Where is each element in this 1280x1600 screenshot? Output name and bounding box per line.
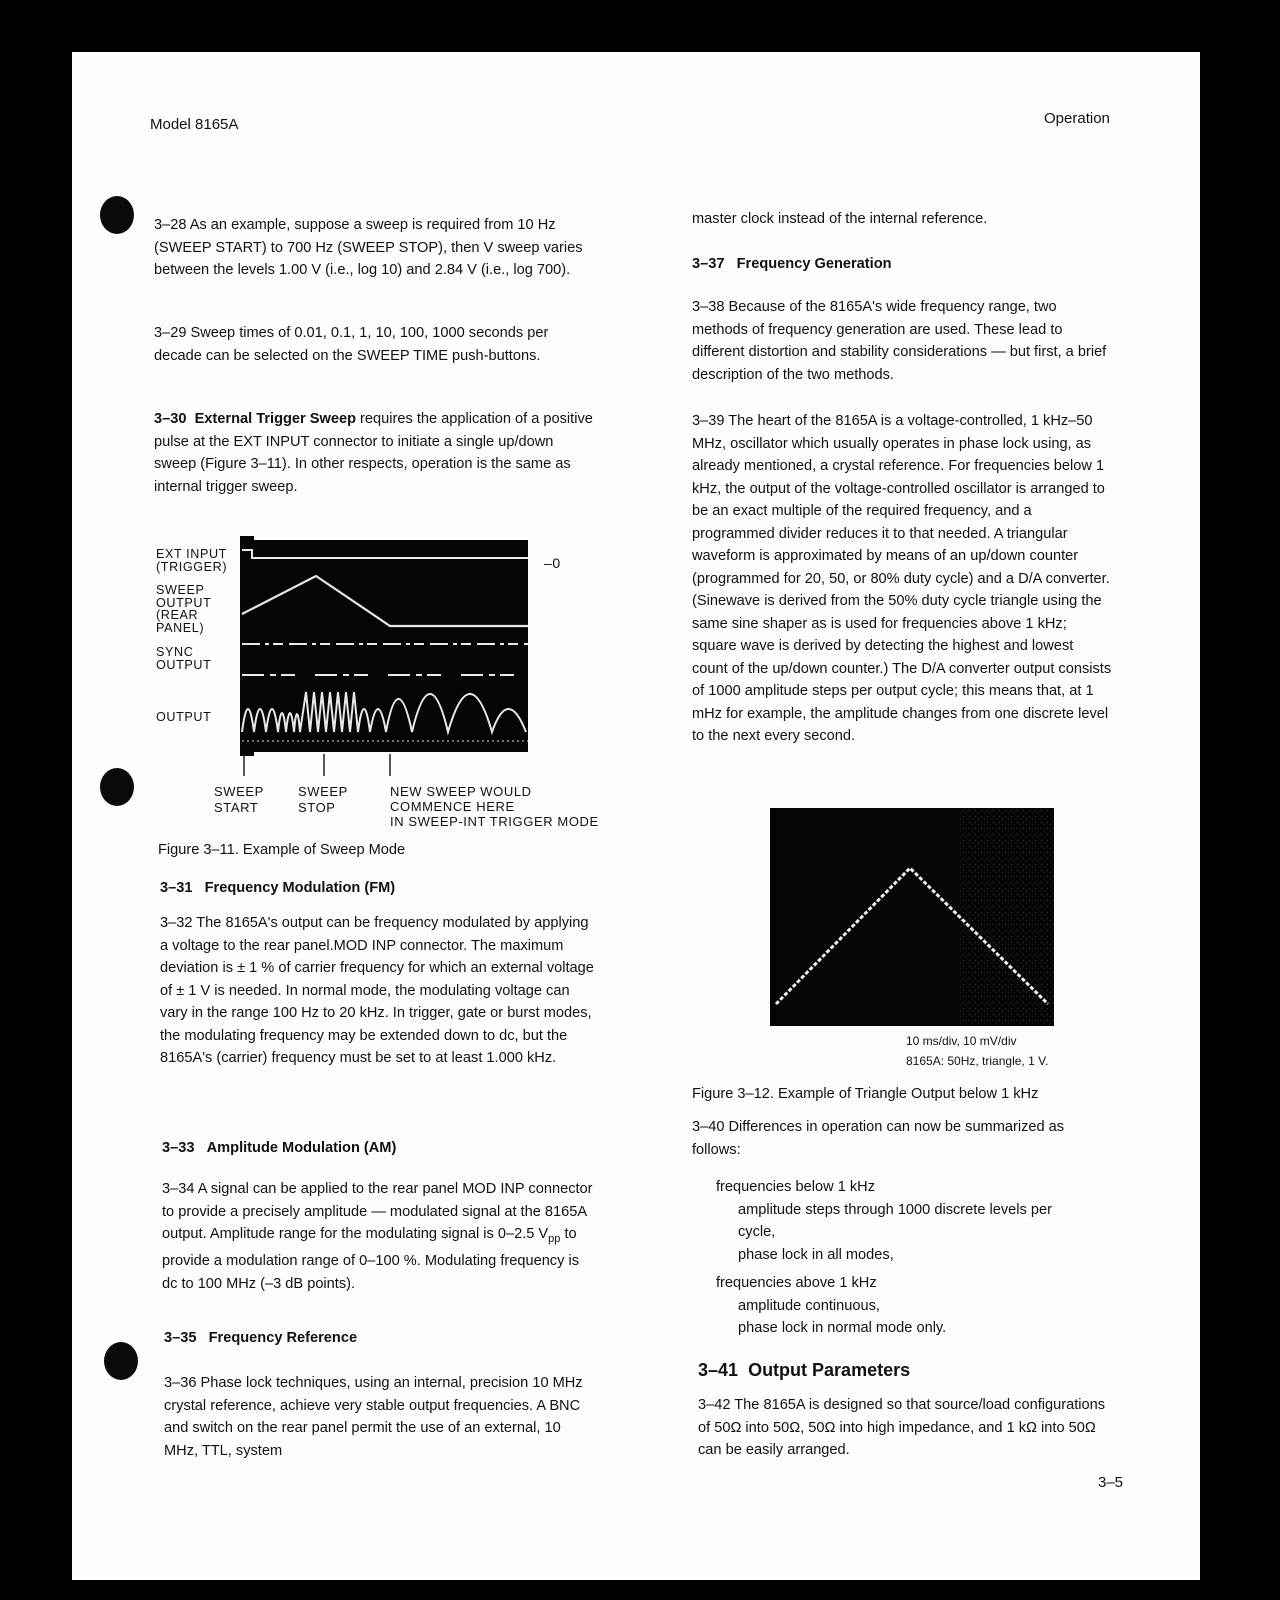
paragraph-3-40: 3–40 Differences in operation can now be summarized as follows: <box>692 1119 1065 1158</box>
paragraph-3-39: 3–39 The heart of the 8165A is a voltage-controlled, 1 kHz–50 MHz, oscillator which usually operates in phase lock using, as already mentioned, a crystal reference. For frequencies below 1 kHz, the output of the voltage-controlled oscillator is arranged to be an exact multiple of the required frequency, and a programmed divider reduces it to that needed. A triangular waveform is approximated by means of an up/down counter (programmed for 20, 50, or 80% duty cycle) and a D/A converter. (Sinewave is derived from the 50% duty cycle triangle using the same sine shaper as is used for frequencies above 1 kHz; square wave is derived by detecting the highest and lowest count of the up/down counter.) The D/A converter output consists of 1000 amplitude steps per output cycle; this means that, at 1 mHz for example, the amplitude changes from one discrete level to the next every second. <box>692 413 1112 744</box>
fig311-label-ext-input: EXT INPUT (TRIGGER) <box>156 547 228 574</box>
figure-3-12-scope <box>770 808 1054 1026</box>
summary-above-item-1: amplitude continuous, <box>738 1297 880 1314</box>
section-3-31-heading <box>160 880 395 896</box>
fig311-label-sync-output: SYNC OUTPUT <box>156 645 212 672</box>
section-3-41-heading <box>698 1360 910 1381</box>
paragraph-3-34-text-a: 3–34 A signal can be applied to the rear panel MOD INP connector to provide a precisely amplitude — modulated signal at the 8165A output. Amplitude range for the modulating signal is 0–2.5 V <box>162 1181 593 1242</box>
summary-below-item-2: phase lock in all modes, <box>738 1246 894 1263</box>
paragraph-3-30-number: 3–30 <box>154 411 187 427</box>
paragraph-3-38: 3–38 Because of the 8165A's wide frequency range, two methods of frequency generation are used. These lead to different distortion and stability considerations — but first, a brief description of the two methods. <box>692 299 1107 383</box>
paragraph-3-30 <box>154 408 594 498</box>
summary-below-item-1b: cycle, <box>738 1224 776 1240</box>
section-3-35-title: Frequency Reference <box>208 1330 358 1346</box>
paragraph-3-42: 3–42 The 8165A is designed so that source/load configurations of 50Ω into 50Ω, 50Ω into high impedance, and 1 kΩ into 50Ω can be easily arranged. <box>698 1397 1106 1458</box>
paragraph-3-28: 3–28 As an example, suppose a sweep is required from 10 Hz (SWEEP START) to 700 Hz (SWEEP STOP), then V sweep varies between the levels 1.00 V (i.e., log 10) and 2.84 V (i.e., log 700). <box>154 217 583 278</box>
figure-3-12-caption: Figure 3–12. Example of Triangle Output below 1 kHz <box>692 1086 1039 1102</box>
fig311-label-output: OUTPUT <box>156 710 212 724</box>
paragraph-3-30-text: requires the application of a positive pulse at the EXT INPUT connector to initiate a single up/down sweep (Figure 3–11). In other respects, operation is the same as internal trigger sweep. <box>154 411 593 495</box>
section-3-33-heading <box>162 1140 396 1156</box>
summary-above-item-2: phase lock in normal mode only. <box>738 1320 947 1336</box>
section-3-37-heading <box>692 256 892 272</box>
header-section: Operation <box>1044 110 1110 127</box>
section-3-41-number: 3–41 <box>698 1360 739 1380</box>
fig311-label-sweep-stop: SWEEP STOP <box>298 784 348 815</box>
fig311-label-zero: –0 <box>544 555 561 571</box>
figure-3-11-scope <box>240 536 530 756</box>
page-number: 3–5 <box>1098 1474 1124 1491</box>
section-3-31-title: Frequency Modulation (FM) <box>204 880 396 896</box>
fig311-label-sweep-start: SWEEP START <box>214 784 264 815</box>
section-3-35-number: 3–35 <box>164 1330 197 1346</box>
section-3-37-number: 3–37 <box>692 256 725 272</box>
paragraph-3-32: 3–32 The 8165A's output can be frequency modulated by applying a voltage to the rear panel.MOD INP connector. The maximum deviation is ± 1 % of carrier frequency for which an external voltage of ± 1 V is needed. In normal mode, the modulating voltage can vary in the range 100 Hz to 20 kHz. In trigger, gate or burst modes, the modulating frequency may be extended down to dc, but the 8165A's (carrier) frequency must be set to at least 1.000 kHz. <box>160 915 594 1066</box>
section-3-41-title: Output Parameters <box>748 1360 911 1380</box>
fig311-label-new-sweep: NEW SWEEP WOULD COMMENCE HERE IN SWEEP-INT TRIGGER MODE <box>390 784 599 829</box>
figure-3-11-caption: Figure 3–11. Example of Sweep Mode <box>158 842 406 858</box>
section-3-33-title: Amplitude Modulation (AM) <box>206 1140 397 1156</box>
summary-list <box>692 1176 1122 1340</box>
summary-below-title: frequencies below 1 kHz <box>716 1179 875 1195</box>
section-3-33-number: 3–33 <box>162 1140 195 1156</box>
section-3-37-title: Frequency Generation <box>736 256 892 272</box>
paragraph-3-29: 3–29 Sweep times of 0.01, 0.1, 1, 10, 100, 1000 seconds per decade can be selected on the SWEEP TIME push-buttons. <box>154 325 549 364</box>
binder-hole-bottom <box>104 1342 138 1380</box>
binder-hole-top <box>100 196 134 234</box>
paragraph-continued: master clock instead of the internal reference. <box>692 211 988 227</box>
header-model: Model 8165A <box>150 116 239 133</box>
paragraph-3-34-text-b: to provide a modulation range of 0–100 %. Modulating frequency is dc to 100 MHz (–3 dB points). <box>162 1226 579 1292</box>
binder-hole-middle <box>100 768 134 806</box>
paragraph-3-30-title: External Trigger Sweep <box>194 411 356 427</box>
summary-above-title: frequencies above 1 kHz <box>716 1275 877 1291</box>
summary-below-item-1: amplitude steps through 1000 discrete levels per <box>738 1201 1052 1218</box>
fig312-scale-label: 10 ms/div, 10 mV/div <box>906 1034 1017 1048</box>
fig312-settings-label: 8165A: 50Hz, triangle, 1 V. <box>906 1054 1049 1068</box>
section-3-35-heading <box>164 1330 357 1346</box>
paragraph-3-34 <box>162 1178 594 1295</box>
section-3-31-number: 3–31 <box>160 880 193 896</box>
paragraph-3-36: 3–36 Phase lock techniques, using an internal, precision 10 MHz crystal reference, achieve very stable output frequencies. A BNC and switch on the rear panel permit the use of an external, 10 MHz, TTL, system <box>164 1375 583 1459</box>
fig311-markers <box>236 754 426 784</box>
paragraph-3-34-subscript: pp <box>548 1232 561 1245</box>
fig311-label-sweep-output: SWEEP OUTPUT (REAR PANEL) <box>156 583 212 635</box>
